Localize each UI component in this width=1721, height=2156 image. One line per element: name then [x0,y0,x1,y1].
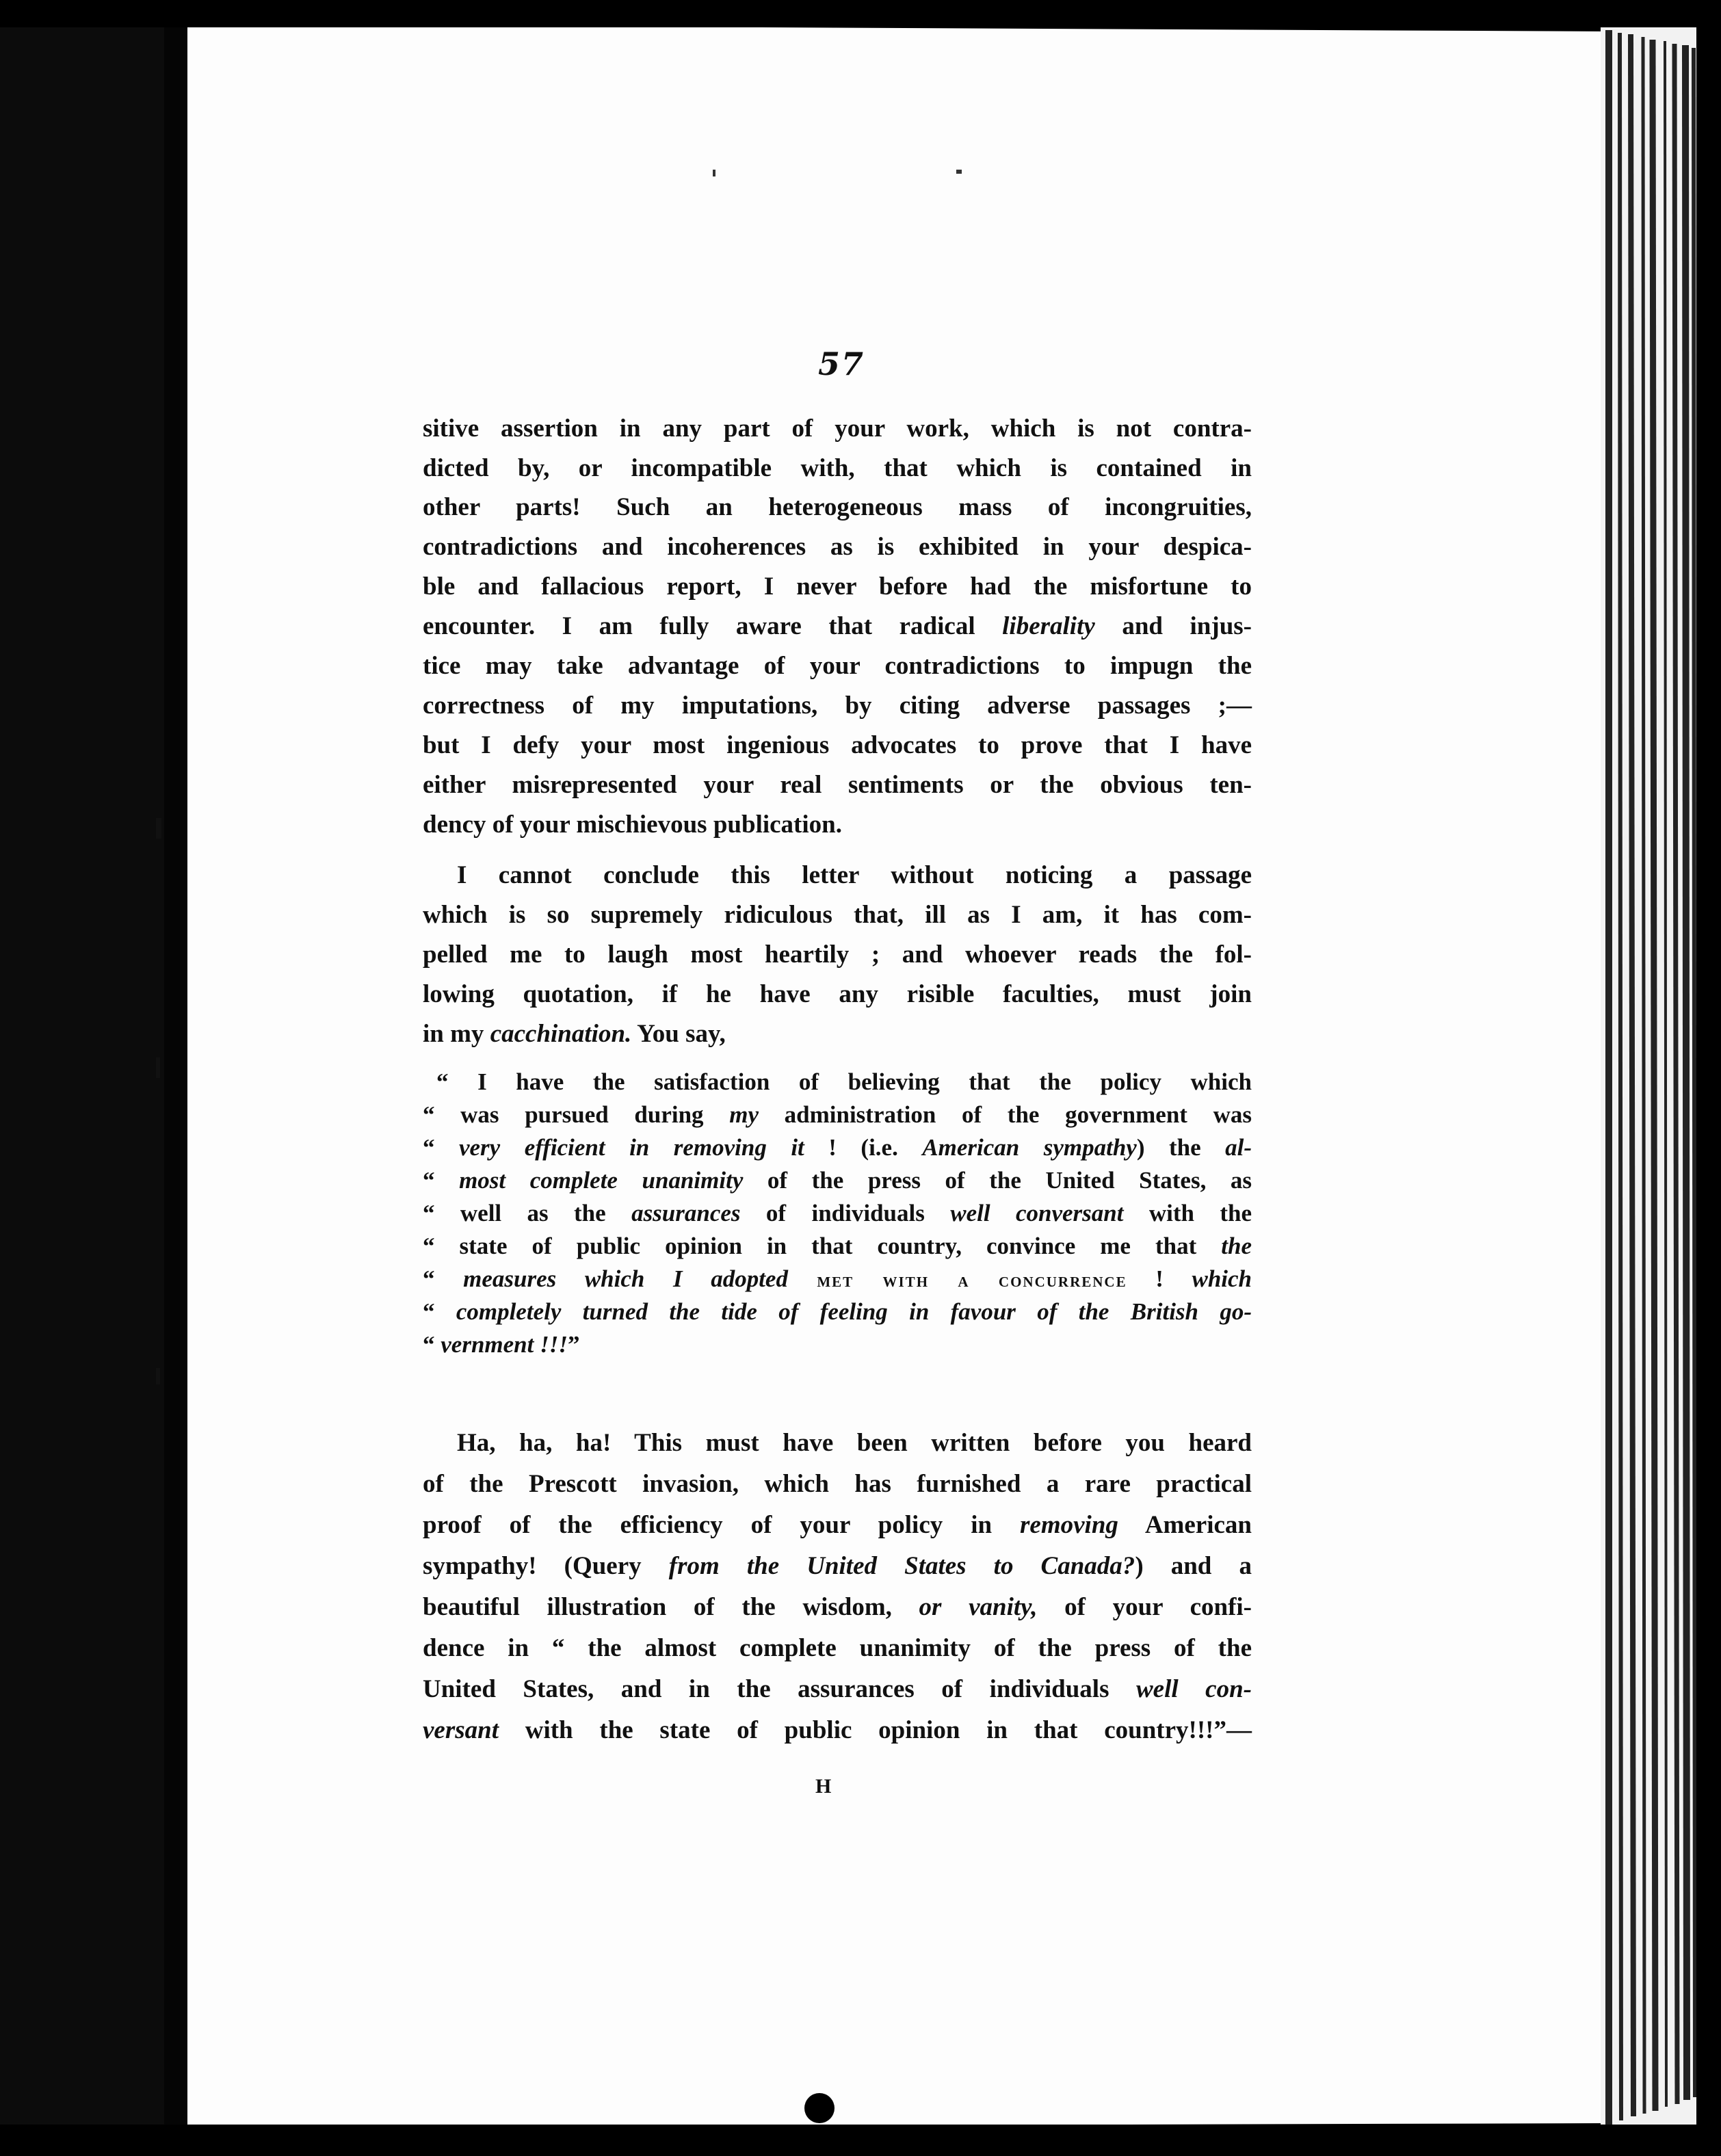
text-line: but I defy your most ingenious advocates to prove that I have [423,731,1252,759]
quote-line: “ measures which I adopted met with a concurrence ! which [423,1265,1252,1292]
text-line: contradictions and incoherences as is exhibited in your despica- [423,533,1252,561]
quote-line: “ most complete unanimity of the press of the United States, as [423,1167,1252,1194]
signature-mark: H [815,1775,832,1798]
text-line: Ha, ha, ha! This must have been written before you heard [457,1429,1252,1457]
text-line: in my cacchination. You say, [423,1020,726,1048]
text-line: proof of the efficiency of your policy in removing American [423,1511,1252,1539]
text-line: of the Prescott invasion, which has furnished a rare practical [423,1470,1252,1498]
text-line: United States, and in the assurances of individuals well con- [423,1675,1252,1703]
text-line: sitive assertion in any part of your work, which is not contra- [423,415,1252,443]
quote-line: “ very efficient in removing it ! (i.e. American sympathy) the al- [423,1134,1252,1161]
text-line: ble and fallacious report, I never before had the misfortune to [423,573,1252,601]
text-line: versant with the state of public opinion in that country!!!”— [423,1716,1252,1744]
text-line: other parts! Such an heterogeneous mass of incongruities, [423,493,1252,521]
quote-line: “ completely turned the tide of feeling in favour of the British go- [423,1298,1252,1325]
text-line: which is so supremely ridiculous that, ill as I am, it has com- [423,901,1252,929]
text-line: I cannot conclude this letter without noticing a passage [457,861,1252,889]
text-line: encounter. I am fully aware that radical liberality and injus- [423,612,1252,640]
text-line: dency of your mischievous publication. [423,811,842,839]
text-line: dence in “ the almost complete unanimity of the press of the [423,1634,1252,1662]
quote-line: “ well as the assurances of individuals well conversant with the [423,1200,1252,1226]
page-edge-stack [1601,27,1696,2127]
text-line: dicted by, or incompatible with, that which is contained in [423,454,1252,482]
text-line: pelled me to laugh most heartily ; and whoever reads the fol- [423,941,1252,969]
text-line: lowing quotation, if he have any risible faculties, must join [423,980,1252,1008]
page-number: 57 [818,345,865,382]
text-line: sympathy! (Query from the United States to Canada?) and a [423,1552,1252,1580]
text-line: either misrepresented your real sentiments or the obvious ten- [423,771,1252,799]
quote-line: “ vernment !!!” [423,1331,580,1358]
text-line: tice may take advantage of your contradictions to impugn the [423,652,1252,680]
quote-line: “ was pursued during my administration of the government was [423,1101,1252,1128]
quote-line: “ I have the satisfaction of believing that the policy which [436,1068,1252,1095]
quote-line: “ state of public opinion in that country, convince me that the [423,1233,1252,1259]
text-line: correctness of my imputations, by citing adverse passages ;— [423,692,1252,720]
text-line: beautiful illustration of the wisdom, or vanity, of your confi- [423,1593,1252,1621]
